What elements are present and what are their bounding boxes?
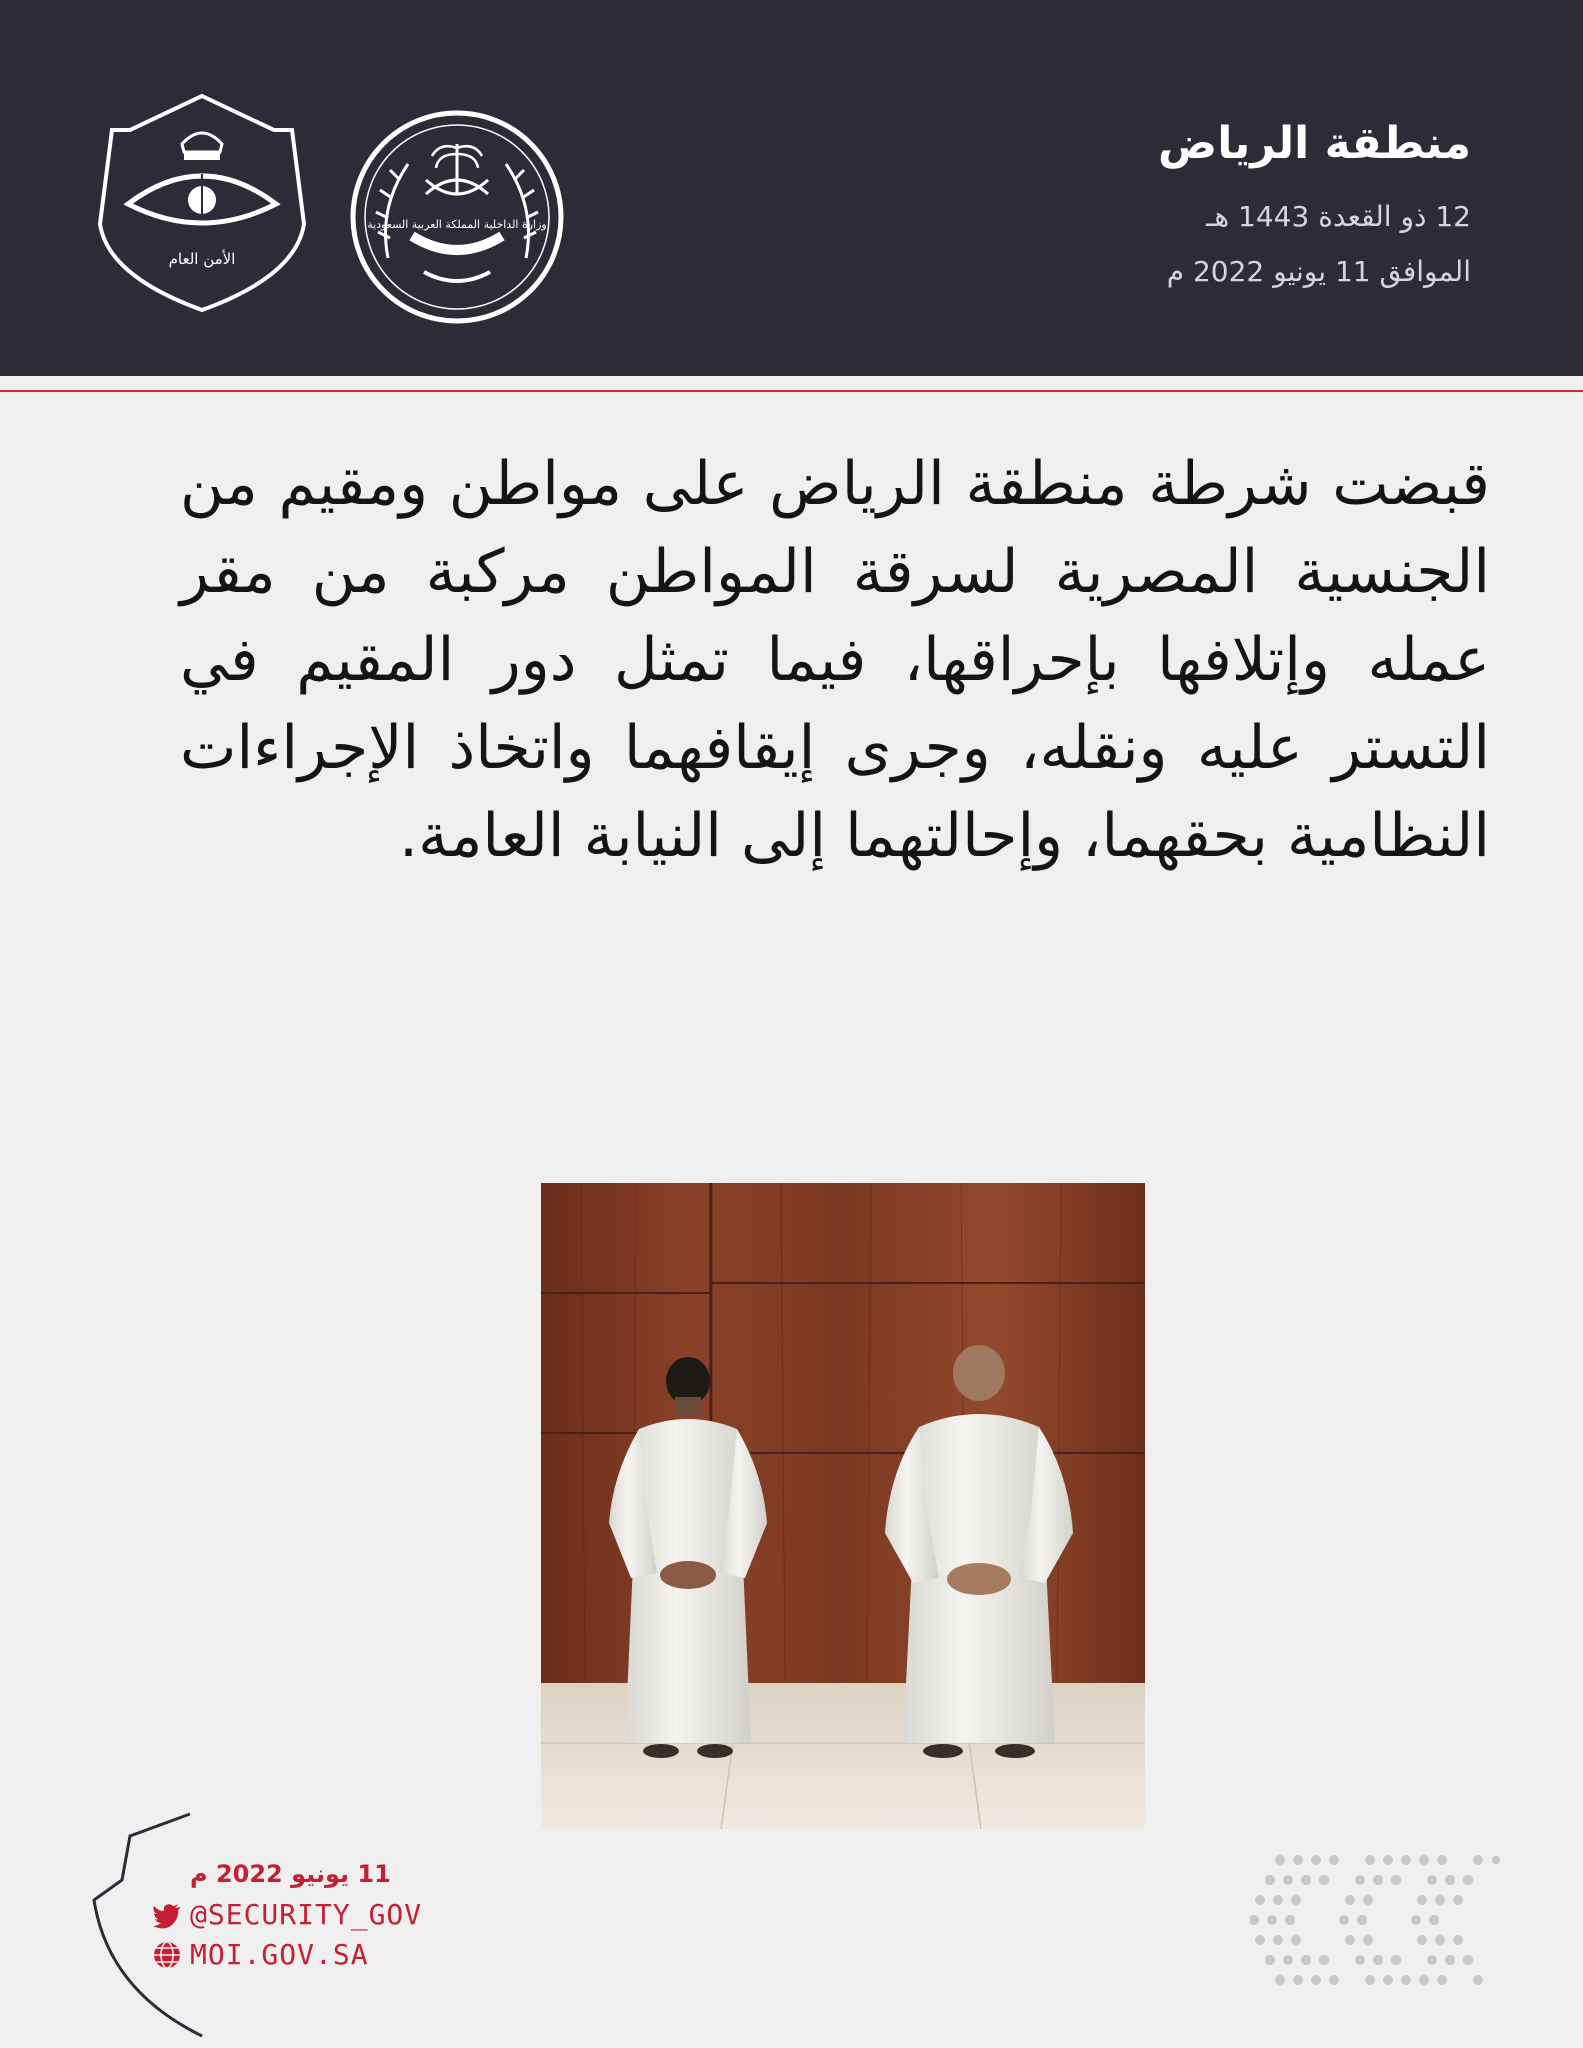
ministry-of-interior-logo	[348, 108, 566, 326]
region-title: منطقة الرياض	[1158, 118, 1471, 169]
website-link[interactable]	[152, 1938, 369, 1971]
twitter-icon	[152, 1900, 182, 1930]
gregorian-date: الموافق 11 يونيو 2022 م	[1166, 255, 1471, 288]
public-security-logo	[96, 92, 308, 314]
website-url: MOI.GOV.SA	[190, 1938, 369, 1971]
suspects-photo	[541, 1183, 1145, 1829]
twitter-handle: @SECURITY_GOV	[190, 1898, 423, 1931]
header-divider	[0, 390, 1583, 392]
ministry-logo-label: وزارة الداخلية المملكة العربية السعودية	[367, 218, 547, 231]
globe-icon	[152, 1940, 182, 1970]
hijri-date: 12 ذو القعدة 1443 هـ	[1206, 200, 1471, 233]
security-logo-label: الأمن العام	[168, 250, 236, 268]
twitter-link[interactable]	[152, 1898, 422, 1931]
decorative-dot-pattern	[1250, 1850, 1500, 2000]
statement-text: قبضت شرطة منطقة الرياض على مواطن ومقيم من الجنسية المصرية لسرقة المواطن مركبة من مقر عمله وإتلافها بإحراقها، فيما تمثل دور المقيم في التستر عليه ونقله، وجرى إيقافهما واتخاذ الإجراءات النظامية بحقهما، وإحالتهما إلى النيابة العامة.	[180, 449, 1490, 871]
footer-date: 11 يونيو 2022 م	[190, 1860, 391, 1888]
